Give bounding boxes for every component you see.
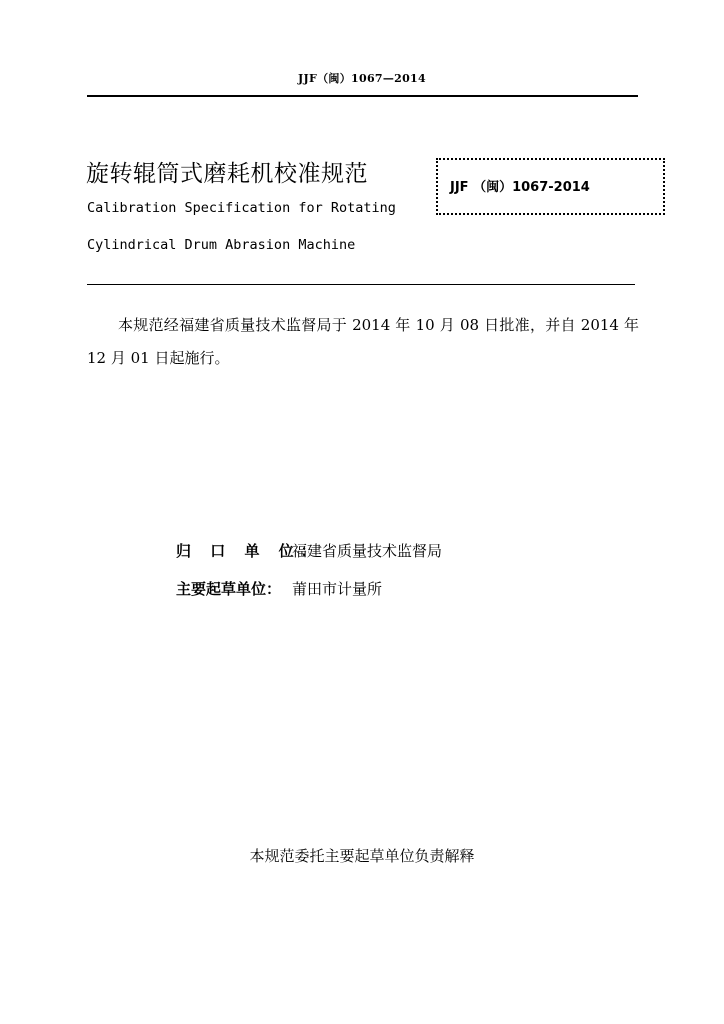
title-english-line-1: Calibration Specification for Rotating	[87, 200, 396, 216]
title-chinese: 旋转辊筒式磨耗机校准规范	[86, 161, 368, 187]
drafting-unit-value: 莆田市计量所	[292, 580, 383, 598]
drafting-unit-row	[176, 578, 382, 599]
title-divider	[87, 284, 635, 285]
title-english-line-2: Cylindrical Drum Abrasion Machine	[87, 237, 356, 253]
specification-code-box	[436, 158, 665, 215]
responsible-unit-row	[176, 540, 442, 561]
approval-statement: 本规范经福建省质量技术监督局于 2014 年 10 月 08 日批准，并自 2014 年 12 月 01 日起施行。	[87, 316, 639, 367]
responsible-unit-value: 福建省质量技术监督局	[292, 542, 443, 560]
drafting-unit-label: 主要起草单位：	[176, 580, 282, 598]
header-divider	[87, 95, 638, 97]
interpretation-note: 本规范委托主要起草单位负责解释	[249, 847, 475, 865]
specification-code: JJF （闽）1067-2014	[450, 180, 590, 195]
responsible-unit-label: 归 口 单 位：	[176, 542, 323, 560]
document-code-header: JJF（闽）1067—2014	[298, 72, 426, 85]
